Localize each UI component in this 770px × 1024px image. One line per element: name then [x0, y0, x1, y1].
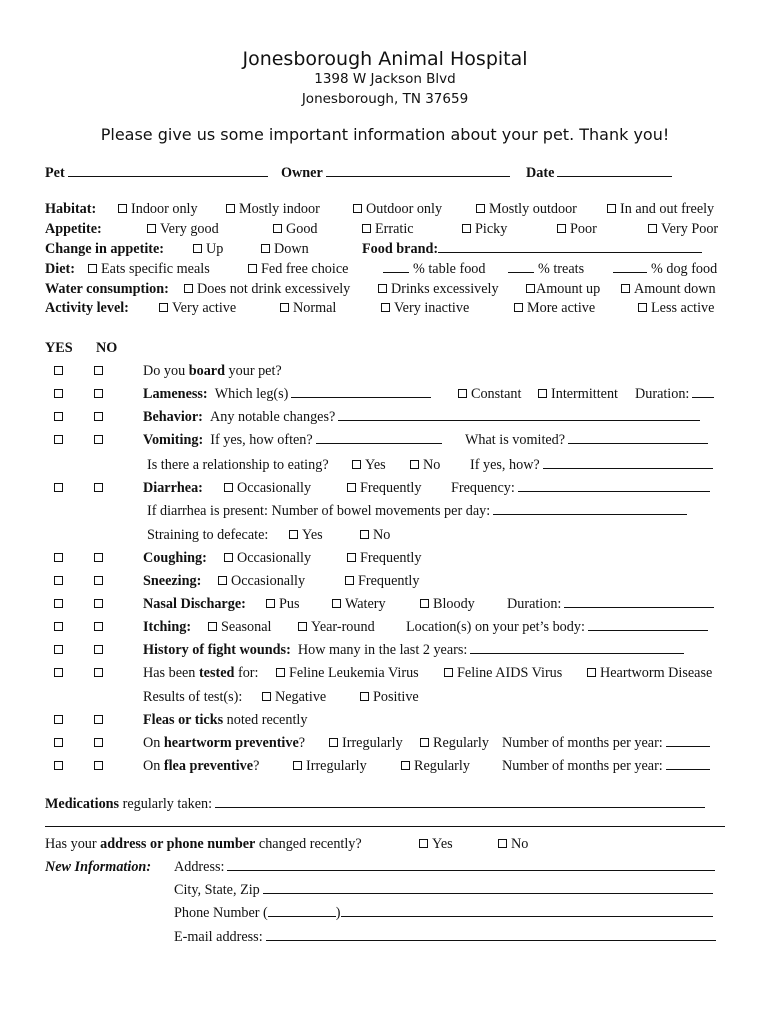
appetite-picky-option[interactable]	[462, 221, 507, 238]
itching-year-round-option[interactable]: Year-round	[298, 619, 375, 636]
date-field[interactable]	[526, 165, 672, 182]
no-checkbox[interactable]	[94, 573, 107, 590]
straining-no-option[interactable]: No	[360, 527, 390, 544]
if-how-field[interactable]: If yes, how?	[470, 457, 713, 474]
diet-label: Diet:	[45, 261, 75, 277]
activity-very-active-option[interactable]	[159, 300, 236, 317]
checkbox[interactable]	[118, 204, 127, 213]
itching-seasonal-option[interactable]: Seasonal	[208, 619, 271, 636]
option-label: Up	[206, 241, 224, 257]
no-checkbox[interactable]	[94, 619, 107, 636]
new-info-label: New Information:	[45, 859, 152, 875]
checkbox[interactable]	[378, 284, 387, 293]
food-brand-field[interactable]	[362, 241, 702, 258]
option-label: Mostly outdoor	[489, 201, 577, 217]
appetite-label: Appetite:	[45, 221, 102, 237]
question-fight-wounds: History of fight wounds: How many in the last 2 years:	[143, 642, 684, 659]
no-checkbox[interactable]	[94, 758, 107, 775]
option-label: Normal	[293, 300, 337, 316]
yes-checkbox[interactable]	[54, 573, 67, 590]
intro-text: Please give us some important information about your pet. Thank you!	[100, 125, 670, 144]
no-checkbox[interactable]	[94, 735, 107, 752]
question-behavior: Behavior: Any notable changes?	[143, 409, 700, 426]
diarrhea-frequently-option[interactable]: Frequently	[347, 480, 421, 497]
results-label: Results of test(s):	[143, 689, 243, 705]
no-checkbox[interactable]	[94, 712, 107, 729]
nasal-pus-option[interactable]: Pus	[266, 596, 300, 613]
option-label: Indoor only	[131, 201, 198, 217]
hospital-city: Jonesborough, TN 37659	[301, 91, 469, 107]
question-fleas: Fleas or ticks noted recently	[143, 712, 308, 728]
checkbox[interactable]	[462, 224, 471, 233]
treats-field[interactable]	[508, 261, 584, 278]
question-sneezing: Sneezing:	[143, 573, 202, 589]
appetite-down-option[interactable]	[261, 241, 309, 258]
straining-yes-option[interactable]: Yes	[289, 527, 323, 544]
question-vomiting: Vomiting: If yes, how often?	[143, 432, 442, 449]
sneezing-frequently-option[interactable]: Frequently	[345, 573, 419, 590]
checkbox[interactable]	[193, 244, 202, 253]
hw-months-field[interactable]: Number of months per year:	[502, 735, 710, 752]
activity-label: Activity level:	[45, 300, 129, 316]
checkbox[interactable]	[526, 284, 535, 293]
diet-specific-meals-option[interactable]	[88, 261, 210, 278]
address-change-question: Has your address or phone number changed recently?	[45, 836, 362, 852]
no-checkbox[interactable]	[94, 363, 107, 380]
option-label: Mostly indoor	[239, 201, 320, 217]
question-nasal-discharge: Nasal Discharge:	[143, 596, 246, 612]
tested-fiv-option[interactable]: Feline AIDS Virus	[444, 665, 562, 682]
checkbox[interactable]	[362, 224, 371, 233]
checkbox[interactable]	[159, 303, 168, 312]
question-diarrhea: Diarrhea:	[143, 480, 203, 496]
appetite-change-label: Change in appetite:	[45, 241, 165, 257]
relationship-label: Is there a relationship to eating?	[147, 457, 329, 473]
no-checkbox[interactable]	[94, 665, 107, 682]
option-label: Good	[286, 221, 318, 237]
appetite-very-poor-option[interactable]	[648, 221, 718, 238]
appetite-up-option[interactable]	[193, 241, 223, 258]
results-positive-option[interactable]: Positive	[360, 689, 419, 706]
owner-label: Owner	[281, 165, 323, 181]
activity-normal-option[interactable]	[280, 300, 336, 317]
relationship-yes-option[interactable]: Yes	[352, 457, 386, 474]
yes-checkbox[interactable]	[54, 432, 67, 449]
treats-label: % treats	[538, 261, 585, 277]
relationship-no-option[interactable]: No	[410, 457, 440, 474]
hospital-street: 1398 W Jackson Blvd	[314, 71, 456, 87]
option-label: In and out freely	[620, 201, 715, 217]
option-label: Picky	[475, 221, 508, 237]
yes-checkbox[interactable]	[54, 480, 67, 497]
no-checkbox[interactable]	[94, 642, 107, 659]
water-label: Water consumption:	[45, 281, 169, 297]
yes-checkbox[interactable]	[54, 642, 67, 659]
email-field[interactable]: E-mail address:	[174, 929, 716, 946]
date-label: Date	[526, 165, 555, 181]
no-checkbox[interactable]	[94, 432, 107, 449]
no-checkbox[interactable]	[94, 596, 107, 613]
option-label: Poor	[570, 221, 597, 237]
no-checkbox[interactable]	[94, 409, 107, 426]
lameness-constant-option[interactable]: Constant	[458, 386, 521, 403]
sneezing-occasionally-option[interactable]: Occasionally	[218, 573, 305, 590]
option-label: Fed free choice	[261, 261, 349, 277]
option-label: Outdoor only	[366, 201, 443, 217]
yes-checkbox[interactable]	[54, 665, 67, 682]
activity-more-active-option[interactable]	[514, 300, 595, 317]
habitat-indoor-option[interactable]	[118, 201, 198, 218]
owner-field[interactable]	[281, 165, 510, 182]
checkbox[interactable]	[261, 244, 270, 253]
checkbox[interactable]	[648, 224, 657, 233]
question-tested: Has been tested for:	[143, 665, 259, 681]
tested-felv-option[interactable]: Feline Leukemia Virus	[276, 665, 419, 682]
checkbox[interactable]	[280, 303, 289, 312]
option-label: Very active	[172, 300, 237, 316]
flea-months-field[interactable]: Number of months per year:	[502, 758, 710, 775]
pet-label: Pet	[45, 165, 65, 181]
vomit-frequency-input[interactable]	[316, 432, 442, 444]
pet-field[interactable]	[45, 165, 268, 182]
lameness-intermittent-option[interactable]: Intermittent	[538, 386, 618, 403]
checkbox[interactable]	[88, 264, 97, 273]
yes-checkbox[interactable]	[54, 409, 67, 426]
water-down-option[interactable]	[621, 281, 716, 298]
activity-less-active-option[interactable]	[638, 300, 714, 317]
question-heartworm-preventive: On heartworm preventive?	[143, 735, 306, 751]
checkbox[interactable]	[184, 284, 193, 293]
yes-checkbox[interactable]	[54, 712, 67, 729]
option-label: Erratic	[375, 221, 414, 237]
option-label: Very Poor	[661, 221, 719, 237]
nasal-watery-option[interactable]: Watery	[332, 596, 386, 613]
diarrhea-occasionally-option[interactable]: Occasionally	[224, 480, 311, 497]
phone-field[interactable]: Phone Number ( )	[174, 905, 713, 922]
activity-very-inactive-option[interactable]	[381, 300, 469, 317]
water-up-option[interactable]	[526, 281, 600, 298]
diet-free-choice-option[interactable]	[248, 261, 348, 278]
question-flea-preventive: On flea preventive?	[143, 758, 260, 774]
water-excessive-option[interactable]	[378, 281, 499, 298]
diarrhea-frequency-field[interactable]: Frequency:	[451, 480, 710, 497]
checkbox[interactable]	[353, 204, 362, 213]
option-label: Amount up	[536, 281, 601, 297]
medications-field[interactable]: Medications regularly taken:	[45, 796, 705, 813]
divider	[45, 826, 725, 827]
behavior-input[interactable]	[338, 409, 700, 421]
flea-regularly-option[interactable]: Regularly	[401, 758, 470, 775]
yes-checkbox[interactable]	[54, 550, 67, 567]
address-change-no-option[interactable]: No	[498, 836, 528, 853]
question-board: Do you board your pet?	[143, 363, 282, 379]
table-food-field[interactable]	[383, 261, 486, 278]
question-lameness: Lameness: Which leg(s)	[143, 386, 431, 403]
checkbox[interactable]	[607, 204, 616, 213]
no-checkbox[interactable]	[94, 550, 107, 567]
results-negative-option[interactable]: Negative	[262, 689, 326, 706]
option-label: Eats specific meals	[101, 261, 210, 277]
option-label: Down	[274, 241, 309, 257]
checkbox[interactable]	[514, 303, 523, 312]
which-legs-input[interactable]	[291, 386, 431, 398]
coughing-frequently-option[interactable]: Frequently	[347, 550, 421, 567]
option-label: Amount down	[634, 281, 716, 297]
appetite-erratic-option[interactable]	[362, 221, 414, 238]
city-state-zip-field[interactable]: City, State, Zip	[174, 882, 713, 899]
hospital-name: Jonesborough Animal Hospital	[242, 48, 528, 70]
no-checkbox[interactable]	[94, 386, 107, 403]
table-food-label: % table food	[413, 261, 486, 277]
lameness-duration-field[interactable]: Duration:	[635, 386, 714, 403]
no-checkbox[interactable]	[94, 480, 107, 497]
no-column-header: NO	[96, 340, 118, 356]
nasal-bloody-option[interactable]: Bloody	[420, 596, 475, 613]
yes-checkbox[interactable]	[54, 735, 67, 752]
fight-wounds-input[interactable]	[470, 642, 684, 654]
checkbox[interactable]	[476, 204, 485, 213]
yes-checkbox[interactable]	[54, 619, 67, 636]
checkbox[interactable]	[147, 224, 156, 233]
option-label: Less active	[651, 300, 715, 316]
option-label: Very inactive	[394, 300, 470, 316]
question-coughing: Coughing:	[143, 550, 207, 566]
checkbox[interactable]	[381, 303, 390, 312]
nasal-duration-field[interactable]: Duration:	[507, 596, 714, 613]
option-label: Very good	[160, 221, 219, 237]
yes-checkbox[interactable]	[54, 596, 67, 613]
what-vomited-field[interactable]: What is vomited?	[465, 432, 708, 449]
water-normal-option[interactable]	[184, 281, 350, 298]
address-field[interactable]: Address:	[174, 859, 715, 876]
habitat-outdoor-option[interactable]	[353, 201, 442, 218]
yes-checkbox[interactable]	[54, 758, 67, 775]
appetite-poor-option[interactable]	[557, 221, 597, 238]
bowel-movements-field[interactable]: If diarrhea is present: Number of bowel movements per day:	[147, 503, 687, 520]
yes-checkbox[interactable]	[54, 363, 67, 380]
straining-label: Straining to defecate:	[147, 527, 269, 543]
checkbox[interactable]	[226, 204, 235, 213]
habitat-mostly-indoor-option[interactable]	[226, 201, 320, 218]
question-itching: Itching:	[143, 619, 192, 635]
checkbox[interactable]	[638, 303, 647, 312]
tested-heartworm-option[interactable]: Heartworm Disease	[587, 665, 712, 682]
food-brand-label: Food brand:	[362, 241, 439, 257]
checkbox[interactable]	[557, 224, 566, 233]
habitat-mostly-outdoor-option[interactable]	[476, 201, 577, 218]
appetite-good-option[interactable]	[273, 221, 318, 238]
option-label: Drinks excessively	[391, 281, 499, 297]
coughing-occasionally-option[interactable]: Occasionally	[224, 550, 311, 567]
habitat-in-out-option[interactable]	[607, 201, 714, 218]
option-label: Does not drink excessively	[197, 281, 351, 297]
itching-location-field[interactable]: Location(s) on your pet’s body:	[406, 619, 708, 636]
appetite-very-good-option[interactable]	[147, 221, 219, 238]
yes-column-header: YES	[45, 340, 73, 356]
flea-irregularly-option[interactable]: Irregularly	[293, 758, 367, 775]
hw-irregularly-option[interactable]: Irregularly	[329, 735, 403, 752]
checkbox[interactable]	[248, 264, 257, 273]
dog-food-label: % dog food	[651, 261, 718, 277]
hw-regularly-option[interactable]: Regularly	[420, 735, 489, 752]
checkbox[interactable]	[273, 224, 282, 233]
dog-food-field[interactable]	[613, 261, 717, 278]
yes-checkbox[interactable]	[54, 386, 67, 403]
habitat-label: Habitat:	[45, 201, 97, 217]
option-label: More active	[527, 300, 596, 316]
address-change-yes-option[interactable]: Yes	[419, 836, 453, 853]
checkbox[interactable]	[621, 284, 630, 293]
